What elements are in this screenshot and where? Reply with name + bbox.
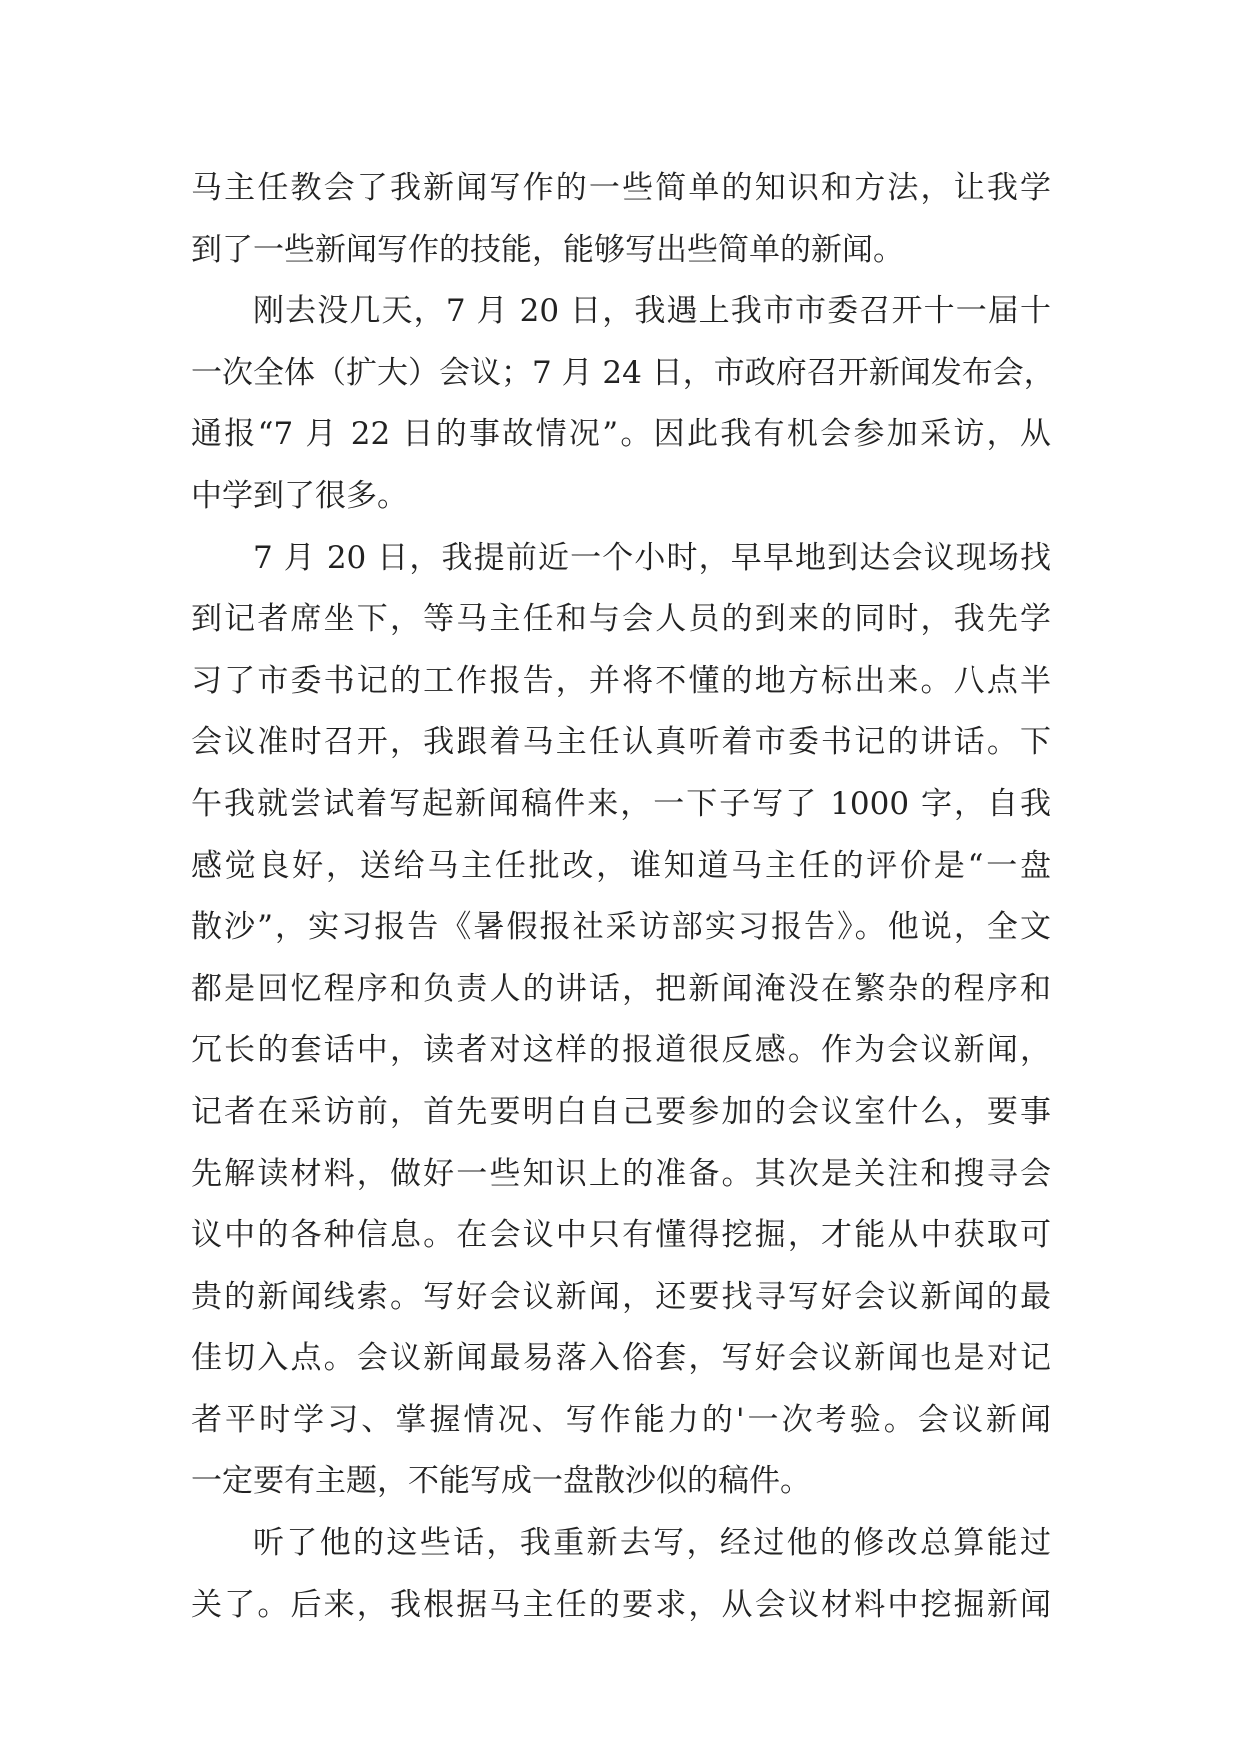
text-line: 先解读材料，做好一些知识上的准备。其次是关注和搜寻会 <box>191 1155 1051 1192</box>
text-line: 刚去没几天，7 月 20 日，我遇上我市市委召开十一届十 <box>253 293 1051 330</box>
text-line: 关了。后来，我根据马主任的要求，从会议材料中挖掘新闻 <box>191 1586 1051 1623</box>
text-line: 午我就尝试着写起新闻稿件来，一下子写了 1000 字，自我 <box>191 785 1051 822</box>
text-line: 者平时学习、掌握情况、写作能力的'一次考验。会议新闻 <box>191 1401 1051 1438</box>
text-line: 感觉良好，送给马主任批改，谁知道马主任的评价是“一盘 <box>191 847 1051 884</box>
text-line: 听了他的这些话，我重新去写，经过他的修改总算能过 <box>253 1525 1051 1562</box>
text-line: 佳切入点。会议新闻最易落入俗套，写好会议新闻也是对记 <box>191 1340 1051 1377</box>
text-line: 中学到了很多。 <box>191 477 408 514</box>
text-line: 马主任教会了我新闻写作的一些简单的知识和方法，让我学 <box>191 170 1051 206</box>
text-line: 7 月 20 日，我提前近一个小时，早早地到达会议现场找 <box>253 539 1051 576</box>
text-line: 都是回忆程序和负责人的讲话，把新闻淹没在繁杂的程序和 <box>191 970 1051 1007</box>
text-line: 会议准时召开，我跟着马主任认真听着市委书记的讲话。下 <box>191 724 1051 761</box>
text-line: 到了一些新闻写作的技能，能够写出些简单的新闻。 <box>191 231 904 268</box>
document-body <box>191 158 1055 1636</box>
text-line: 记者在采访前，首先要明白自己要参加的会议室什么，要事 <box>191 1093 1051 1130</box>
text-line: 习了市委书记的工作报告，并将不懂的地方标出来。八点半 <box>191 662 1051 699</box>
text-line: 通报“7 月 22 日的事故情况”。因此我有机会参加采访，从 <box>191 416 1051 453</box>
text-line: 一次全体（扩大）会议；7 月 24 日，市政府召开新闻发布会， <box>191 354 1055 391</box>
text-line: 贵的新闻线索。写好会议新闻，还要找寻写好会议新闻的最 <box>191 1278 1051 1315</box>
text-line: 冗长的套话中，读者对这样的报道很反感。作为会议新闻， <box>191 1032 1051 1069</box>
text-line: 议中的各种信息。在会议中只有懂得挖掘，才能从中获取可 <box>191 1217 1051 1254</box>
text-line: 到记者席坐下，等马主任和与会人员的到来的同时，我先学 <box>191 601 1051 638</box>
text-line: 散沙”，实习报告《暑假报社采访部实习报告》。他说，全文 <box>191 909 1051 946</box>
text-line: 一定要有主题，不能写成一盘散沙似的稿件。 <box>191 1463 811 1500</box>
